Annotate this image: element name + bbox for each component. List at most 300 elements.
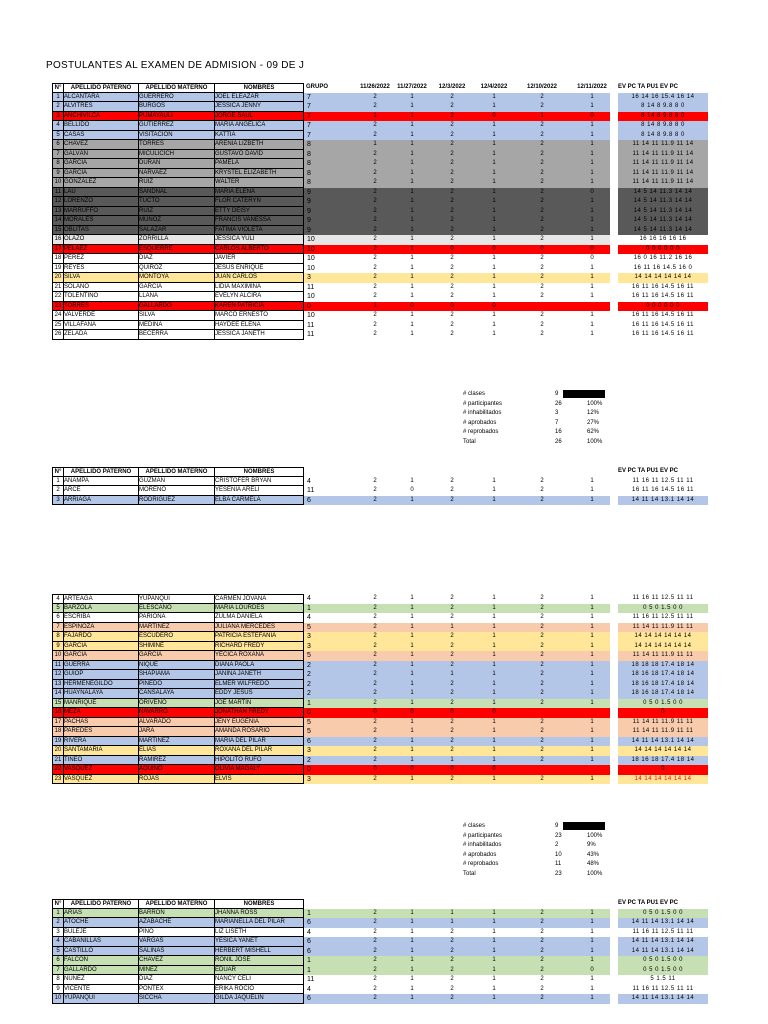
grupo-value: 8 bbox=[307, 179, 311, 186]
row-number: 23 bbox=[52, 302, 64, 312]
apellido-materno: SANDNAL bbox=[139, 188, 215, 198]
table-row bbox=[52, 321, 712, 331]
apellido-materno: ESQUERRE bbox=[139, 245, 215, 255]
date-value: 1 bbox=[410, 112, 414, 119]
date-value: 2 bbox=[540, 487, 544, 493]
date-value: 1 bbox=[410, 652, 414, 658]
grupo-value: 4 bbox=[307, 614, 311, 621]
grupo-value: 10 bbox=[307, 293, 315, 300]
table-row bbox=[52, 150, 712, 160]
apellido-materno: SHIMINE bbox=[139, 642, 215, 652]
date-value: 1 bbox=[590, 198, 594, 204]
date-value: 1 bbox=[410, 131, 414, 138]
nombres: ROXANA DEL PILAR bbox=[215, 746, 304, 756]
date-value bbox=[522, 708, 562, 718]
apellido-paterno: SANTAMARIA bbox=[64, 746, 139, 756]
apellido-materno: BURGOS bbox=[139, 102, 215, 112]
date-value: 2 bbox=[450, 188, 454, 195]
apellido-paterno: ANAMPA bbox=[64, 477, 139, 487]
date-value: 1 bbox=[410, 737, 414, 744]
scores-value: 11 16 11 12.5 11 11 bbox=[618, 985, 708, 995]
nombres: MARIA LOURDES bbox=[215, 604, 304, 614]
apellido-materno: PINEDO bbox=[139, 680, 215, 690]
date-value: 2 bbox=[450, 122, 454, 128]
date-value: 0 bbox=[373, 766, 377, 772]
apellido-materno: PARIONA bbox=[139, 613, 215, 623]
apellido-paterno: GUERRA bbox=[64, 661, 139, 671]
date-value: 2 bbox=[373, 957, 377, 963]
stats-label: # aprobados bbox=[463, 419, 497, 426]
date-value: 1 bbox=[410, 661, 414, 668]
date-value: 2 bbox=[373, 487, 377, 493]
row-number: 20 bbox=[52, 746, 64, 756]
header-scores: EV PC TA PU1 EV PC bbox=[618, 84, 679, 90]
nombres: CARLOS ALBERTO bbox=[215, 245, 304, 255]
date-value: 2 bbox=[540, 477, 544, 484]
scores-value: 0 0 0 0 0 0 bbox=[618, 302, 708, 312]
date-value: 2 bbox=[373, 642, 377, 649]
date-value: 1 bbox=[492, 614, 496, 620]
grupo-value: 3 bbox=[307, 642, 311, 650]
scores-value: 18 16 18 17.4 18 14 bbox=[618, 689, 708, 699]
table-row bbox=[52, 594, 712, 604]
date-value: 1 bbox=[410, 775, 414, 782]
date-value: 2 bbox=[540, 122, 544, 128]
nombres: DIANA PAOLA bbox=[215, 661, 304, 671]
table-row bbox=[52, 311, 712, 321]
date-value: 2 bbox=[540, 179, 544, 185]
row-number: 1 bbox=[52, 93, 64, 103]
date-value: 1 bbox=[590, 169, 594, 176]
apellido-paterno: TINEO bbox=[64, 756, 139, 766]
apellido-paterno: YUPANQUI bbox=[64, 994, 139, 1004]
apellido-materno: PINO bbox=[139, 928, 215, 938]
table-row bbox=[52, 604, 712, 614]
date-value: 0 bbox=[373, 709, 377, 715]
apellido-paterno: GALVÁN bbox=[64, 150, 139, 160]
nombres: ELVIS bbox=[215, 775, 304, 785]
date-value: 2 bbox=[373, 718, 377, 725]
grupo-value: 2 bbox=[307, 690, 311, 697]
date-value: 1 bbox=[590, 236, 594, 242]
scores-value: 11 14 11 11.9 11 14 bbox=[618, 159, 708, 169]
date-value: 1 bbox=[590, 642, 594, 649]
table-row bbox=[52, 178, 712, 188]
apellido-materno: CHAVEZ bbox=[139, 956, 215, 966]
scores-value: 11 16 11 12.5 11 11 bbox=[618, 928, 708, 938]
apellido-materno: GUTIERREZ bbox=[139, 121, 215, 131]
apellido-materno: MARTINEZ bbox=[139, 737, 215, 747]
row-number: 9 bbox=[52, 985, 64, 995]
scores-value: 0 bbox=[618, 708, 708, 718]
row-number: 16 bbox=[52, 235, 64, 245]
date-value: 1 bbox=[590, 487, 594, 493]
header-nombres: NOMBRES bbox=[215, 899, 304, 909]
nombres: ELBA CARMELA bbox=[215, 496, 304, 506]
header-apellido-paterno: APELLIDO PATERNO bbox=[64, 899, 139, 909]
date-value: 2 bbox=[373, 264, 377, 271]
row-number: 20 bbox=[52, 273, 64, 283]
date-value: 2 bbox=[450, 321, 454, 328]
nombres: KATTIA bbox=[215, 131, 304, 141]
grupo-value: 9 bbox=[307, 226, 311, 234]
table-row bbox=[52, 928, 712, 938]
scores-value: 14 14 14 14 14 14 bbox=[618, 632, 708, 642]
grupo-value: 1 bbox=[307, 699, 311, 707]
stats-value: 2 bbox=[555, 842, 559, 848]
grupo-value: 1 bbox=[307, 909, 311, 917]
date-value: 0 bbox=[410, 709, 414, 715]
apellido-paterno: ALVITRES bbox=[64, 102, 139, 112]
date-value: 2 bbox=[450, 747, 454, 753]
date-value: 1 bbox=[410, 321, 414, 328]
apellido-materno: ELESCANO bbox=[139, 604, 215, 614]
date-value: 1 bbox=[590, 976, 594, 982]
apellido-paterno: TORRES bbox=[64, 302, 139, 312]
apellido-paterno: CASAS bbox=[64, 131, 139, 141]
nombres: FLOR CATERYN bbox=[215, 197, 304, 207]
date-value: 1 bbox=[492, 103, 496, 109]
date-value: 2 bbox=[373, 283, 377, 290]
apellido-paterno: MORALES bbox=[64, 216, 139, 226]
nombres: ARENIA LIZBETH bbox=[215, 140, 304, 150]
date-value: 1 bbox=[492, 264, 496, 271]
grupo-value: 9 bbox=[307, 198, 311, 205]
black-cell bbox=[563, 822, 605, 830]
apellido-materno: TORRES bbox=[139, 140, 215, 150]
table-row bbox=[52, 273, 712, 283]
date-value: 1 bbox=[590, 207, 594, 214]
date-value: 2 bbox=[450, 661, 454, 668]
table-header-row bbox=[52, 83, 712, 93]
date-value: 1 bbox=[492, 995, 496, 1001]
date-value: 1 bbox=[410, 957, 414, 963]
date-value: 1 bbox=[590, 699, 594, 706]
grupo-value: 5 bbox=[307, 652, 311, 659]
date-value: 2 bbox=[540, 236, 544, 242]
row-number: 19 bbox=[52, 264, 64, 274]
table-row bbox=[52, 121, 712, 131]
date-value: 1 bbox=[492, 122, 496, 128]
date-value: 1 bbox=[590, 775, 594, 782]
scores-value: 16 11 16 14.5 16 11 bbox=[618, 292, 708, 302]
apellido-materno: DURAN bbox=[139, 159, 215, 169]
date-value: 2 bbox=[540, 633, 544, 639]
date-value: 1 bbox=[373, 141, 377, 147]
date-value: 0 bbox=[410, 766, 414, 772]
date-value: 0 bbox=[492, 112, 496, 119]
date-value: 1 bbox=[590, 756, 594, 763]
date-value: 2 bbox=[450, 642, 454, 649]
grupo-value: 10 bbox=[307, 312, 315, 319]
date-value: 2 bbox=[540, 756, 544, 763]
date-value: 2 bbox=[540, 226, 544, 233]
date-value: 2 bbox=[540, 747, 544, 753]
apellido-paterno: OLAZO bbox=[64, 235, 139, 245]
date-value: 1 bbox=[410, 160, 414, 166]
date-value: 2 bbox=[450, 198, 454, 204]
apellido-materno: MINEZ bbox=[139, 966, 215, 976]
date-value: 2 bbox=[373, 103, 377, 109]
date-value: 2 bbox=[540, 103, 544, 109]
grupo-value: 2 bbox=[307, 661, 311, 669]
scores-value: 14 14 14 14 14 14 bbox=[618, 775, 708, 785]
date-value: 2 bbox=[540, 496, 544, 503]
date-value: 2 bbox=[373, 995, 377, 1001]
date-value: 0 bbox=[540, 245, 544, 252]
date-value: 1 bbox=[410, 93, 414, 100]
scores-value: 11 14 11 11.9 11 11 bbox=[618, 727, 708, 737]
nombres: JUAN CARLOS bbox=[215, 273, 304, 283]
header-apellido-materno: APELLIDO MATERNO bbox=[139, 83, 215, 93]
grupo-value: 6 bbox=[307, 496, 311, 504]
apellido-paterno: VILLAFANA bbox=[64, 321, 139, 331]
grupo-value: 0 bbox=[307, 766, 311, 773]
date-value: 1 bbox=[492, 928, 496, 935]
scores-value: 16 11 16 14.5 16 11 bbox=[618, 330, 708, 340]
table-row bbox=[52, 169, 712, 179]
scores-value: 11 14 11 11.9 11 11 bbox=[618, 651, 708, 661]
header-date: 12/11/2022 bbox=[577, 84, 607, 90]
date-value: 1 bbox=[590, 690, 594, 696]
nombres: JESUS ENRIQUE bbox=[215, 264, 304, 274]
row-number: 10 bbox=[52, 994, 64, 1004]
apellido-paterno: GONZALEZ bbox=[64, 178, 139, 188]
apellido-materno: ORIVEÑO bbox=[139, 699, 215, 709]
date-value: 2 bbox=[450, 633, 454, 639]
date-value: 1 bbox=[590, 737, 594, 744]
row-number: 15 bbox=[52, 226, 64, 236]
date-value: 2 bbox=[450, 976, 454, 982]
nombres: JONATHAN FREDY bbox=[215, 708, 304, 718]
date-value: 2 bbox=[540, 775, 544, 782]
apellido-paterno: REYES bbox=[64, 264, 139, 274]
row-number: 4 bbox=[52, 594, 64, 604]
date-value: 1 bbox=[492, 671, 496, 677]
date-value: 1 bbox=[492, 496, 496, 503]
date-value: 1 bbox=[410, 623, 414, 630]
row-number: 7 bbox=[52, 150, 64, 160]
date-value: 2 bbox=[450, 595, 454, 601]
nombres: LIDIA MAXIMINA bbox=[215, 283, 304, 293]
date-value: 2 bbox=[373, 737, 377, 744]
date-value: 2 bbox=[450, 112, 454, 119]
apellido-paterno: OBLITAS bbox=[64, 226, 139, 236]
table-row bbox=[52, 131, 712, 141]
date-value: 2 bbox=[373, 966, 377, 973]
grupo-value: 4 bbox=[307, 595, 311, 602]
date-value: 2 bbox=[540, 957, 544, 963]
apellido-materno: ÑIQUE bbox=[139, 661, 215, 671]
grupo-value: 11 bbox=[307, 976, 315, 983]
date-value: 2 bbox=[540, 141, 544, 147]
date-value: 2 bbox=[540, 976, 544, 982]
scores-value: 14 11 14 13.1 14 14 bbox=[618, 947, 708, 957]
apellido-paterno: GUIOP bbox=[64, 670, 139, 680]
stats-value: 10 bbox=[555, 851, 562, 858]
grupo-value: 11 bbox=[307, 321, 315, 329]
nombres: YESICA YANET bbox=[215, 937, 304, 947]
date-value: 2 bbox=[373, 604, 377, 611]
date-value: 2 bbox=[450, 283, 454, 290]
row-number: 18 bbox=[52, 254, 64, 264]
date-value: 1 bbox=[590, 226, 594, 233]
date-value: 2 bbox=[540, 595, 544, 601]
page-title: POSTULANTES AL EXAMEN DE ADMISION - 09 DE J bbox=[46, 60, 305, 71]
row-number: 16 bbox=[52, 708, 64, 718]
date-value bbox=[572, 708, 612, 718]
date-value: 2 bbox=[450, 331, 454, 337]
date-value: 1 bbox=[492, 236, 496, 242]
stats-label: # clases bbox=[463, 391, 486, 397]
table-row bbox=[52, 140, 712, 150]
grupo-value: 4 bbox=[307, 928, 311, 936]
date-value: 0 bbox=[590, 112, 594, 119]
apellido-paterno: ESCRIBA bbox=[64, 613, 139, 623]
apellido-paterno: PAREDES bbox=[64, 727, 139, 737]
date-value bbox=[572, 302, 612, 312]
table-row bbox=[52, 966, 712, 976]
header-no: N° bbox=[52, 899, 64, 909]
apellido-materno: SALINAS bbox=[139, 947, 215, 957]
stats-label: # reprobados bbox=[463, 861, 499, 867]
nombres: HAYDEE ELENA bbox=[215, 321, 304, 331]
date-value: 1 bbox=[410, 226, 414, 233]
row-number: 1 bbox=[52, 909, 64, 919]
table-row bbox=[52, 642, 712, 652]
stats-percent: 27% bbox=[587, 419, 600, 426]
row-number: 8 bbox=[52, 159, 64, 169]
scores-value: 18 16 18 17.4 18 14 bbox=[618, 756, 708, 766]
row-number: 12 bbox=[52, 197, 64, 207]
date-value: 1 bbox=[492, 207, 496, 214]
date-value: 1 bbox=[492, 283, 496, 290]
apellido-materno: DIAZ bbox=[139, 254, 215, 264]
apellido-materno: ESCUDERO bbox=[139, 632, 215, 642]
apellido-paterno: VASQUEZ bbox=[64, 775, 139, 785]
nombres: JORGE SAUL bbox=[215, 112, 304, 122]
row-number: 21 bbox=[52, 283, 64, 293]
apellido-paterno: BARZOLA bbox=[64, 604, 139, 614]
row-number: 5 bbox=[52, 604, 64, 614]
date-value: 1 bbox=[492, 957, 496, 963]
apellido-paterno: HUAYNALAYA bbox=[64, 689, 139, 699]
scores-value: 18 16 18 17.4 18 14 bbox=[618, 670, 708, 680]
date-value: 2 bbox=[450, 995, 454, 1001]
scores-value: 16 14 16 15.4 16 14 bbox=[618, 93, 708, 103]
scores-value: 14 5 14 11.3 14 14 bbox=[618, 197, 708, 207]
date-value: 2 bbox=[450, 947, 454, 954]
header-date: 12/10/2022 bbox=[526, 84, 558, 90]
scores-value: 14 14 14 14 14 14 bbox=[618, 746, 708, 756]
grupo-value: 2 bbox=[307, 671, 311, 678]
date-value: 2 bbox=[450, 690, 454, 696]
scores-value: 11 14 11 11.9 11 14 bbox=[618, 150, 708, 160]
stats-value: 23 bbox=[555, 870, 562, 877]
stats-label: # participantes bbox=[463, 832, 503, 839]
apellido-materno: PONTEX bbox=[139, 985, 215, 995]
date-value: 2 bbox=[540, 198, 544, 204]
date-value: 2 bbox=[373, 976, 377, 982]
date-value: 2 bbox=[373, 207, 377, 214]
grupo-value: 6 bbox=[307, 947, 311, 955]
date-value: 1 bbox=[410, 245, 414, 252]
date-value: 2 bbox=[373, 919, 377, 925]
table-row bbox=[52, 918, 712, 928]
date-value: 1 bbox=[410, 141, 414, 147]
row-number: 13 bbox=[52, 207, 64, 217]
row-number: 5 bbox=[52, 947, 64, 957]
date-value: 2 bbox=[373, 312, 377, 318]
date-value: 2 bbox=[540, 169, 544, 176]
grupo-value: 3 bbox=[307, 747, 311, 754]
date-value: 2 bbox=[450, 131, 454, 138]
date-value: 1 bbox=[410, 985, 414, 992]
date-value: 2 bbox=[540, 614, 544, 620]
apellido-paterno: ARCE bbox=[64, 486, 139, 496]
scores-value: 14 14 14 14 14 14 bbox=[618, 642, 708, 652]
date-value: 2 bbox=[373, 217, 377, 223]
date-value: 2 bbox=[540, 321, 544, 328]
date-value: 2 bbox=[540, 312, 544, 318]
header-apellido-paterno: APELLIDO PATERNO bbox=[64, 83, 139, 93]
stats-label: Total bbox=[463, 438, 476, 445]
table-row bbox=[52, 994, 712, 1004]
nombres: HIPOLITO RUFO bbox=[215, 756, 304, 766]
date-value: 1 bbox=[410, 756, 414, 763]
date-value: 1 bbox=[410, 217, 414, 223]
header-nombres: NOMBRES bbox=[215, 467, 304, 477]
date-value: 2 bbox=[540, 680, 544, 687]
grupo-value: 6 bbox=[307, 919, 311, 926]
date-value: 2 bbox=[373, 671, 377, 677]
date-value: 1 bbox=[492, 141, 496, 147]
date-value: 1 bbox=[492, 198, 496, 204]
stats-row bbox=[463, 851, 613, 860]
table-row bbox=[52, 112, 712, 122]
date-value: 2 bbox=[450, 699, 454, 706]
apellido-materno: SALAZAR bbox=[139, 226, 215, 236]
header-date: 12/3/2022 bbox=[438, 84, 466, 90]
apellido-paterno: MANRIQUE bbox=[64, 699, 139, 709]
apellido-paterno: VALVERDE bbox=[64, 311, 139, 321]
date-value: 1 bbox=[492, 331, 496, 337]
header-scores: EV PC TA PU1 EV PC bbox=[618, 900, 679, 906]
date-value: 1 bbox=[410, 604, 414, 611]
grupo-value: 9 bbox=[307, 188, 311, 196]
date-value: 2 bbox=[373, 652, 377, 658]
apellido-paterno: NUÑEZ bbox=[64, 975, 139, 985]
apellido-paterno: FALCON bbox=[64, 956, 139, 966]
date-value: 1 bbox=[492, 188, 496, 195]
scores-value: 0 5 0 1.5 0 0 bbox=[618, 966, 708, 976]
date-value: 2 bbox=[540, 331, 544, 337]
date-value: 2 bbox=[540, 909, 544, 916]
nombres: JESSICA YULI bbox=[215, 235, 304, 245]
date-value: 1 bbox=[492, 985, 496, 992]
row-number: 23 bbox=[52, 775, 64, 785]
date-value: 2 bbox=[373, 226, 377, 233]
date-value: 1 bbox=[410, 103, 414, 109]
date-value: 2 bbox=[540, 623, 544, 630]
scores-value: 14 11 14 13.1 14 14 bbox=[618, 994, 708, 1004]
date-value: 1 bbox=[410, 747, 414, 753]
date-value: 2 bbox=[373, 188, 377, 195]
grupo-value: 10 bbox=[307, 264, 315, 272]
date-value: 2 bbox=[450, 728, 454, 734]
date-value: 1 bbox=[410, 642, 414, 649]
grupo-value: 8 bbox=[307, 160, 311, 167]
